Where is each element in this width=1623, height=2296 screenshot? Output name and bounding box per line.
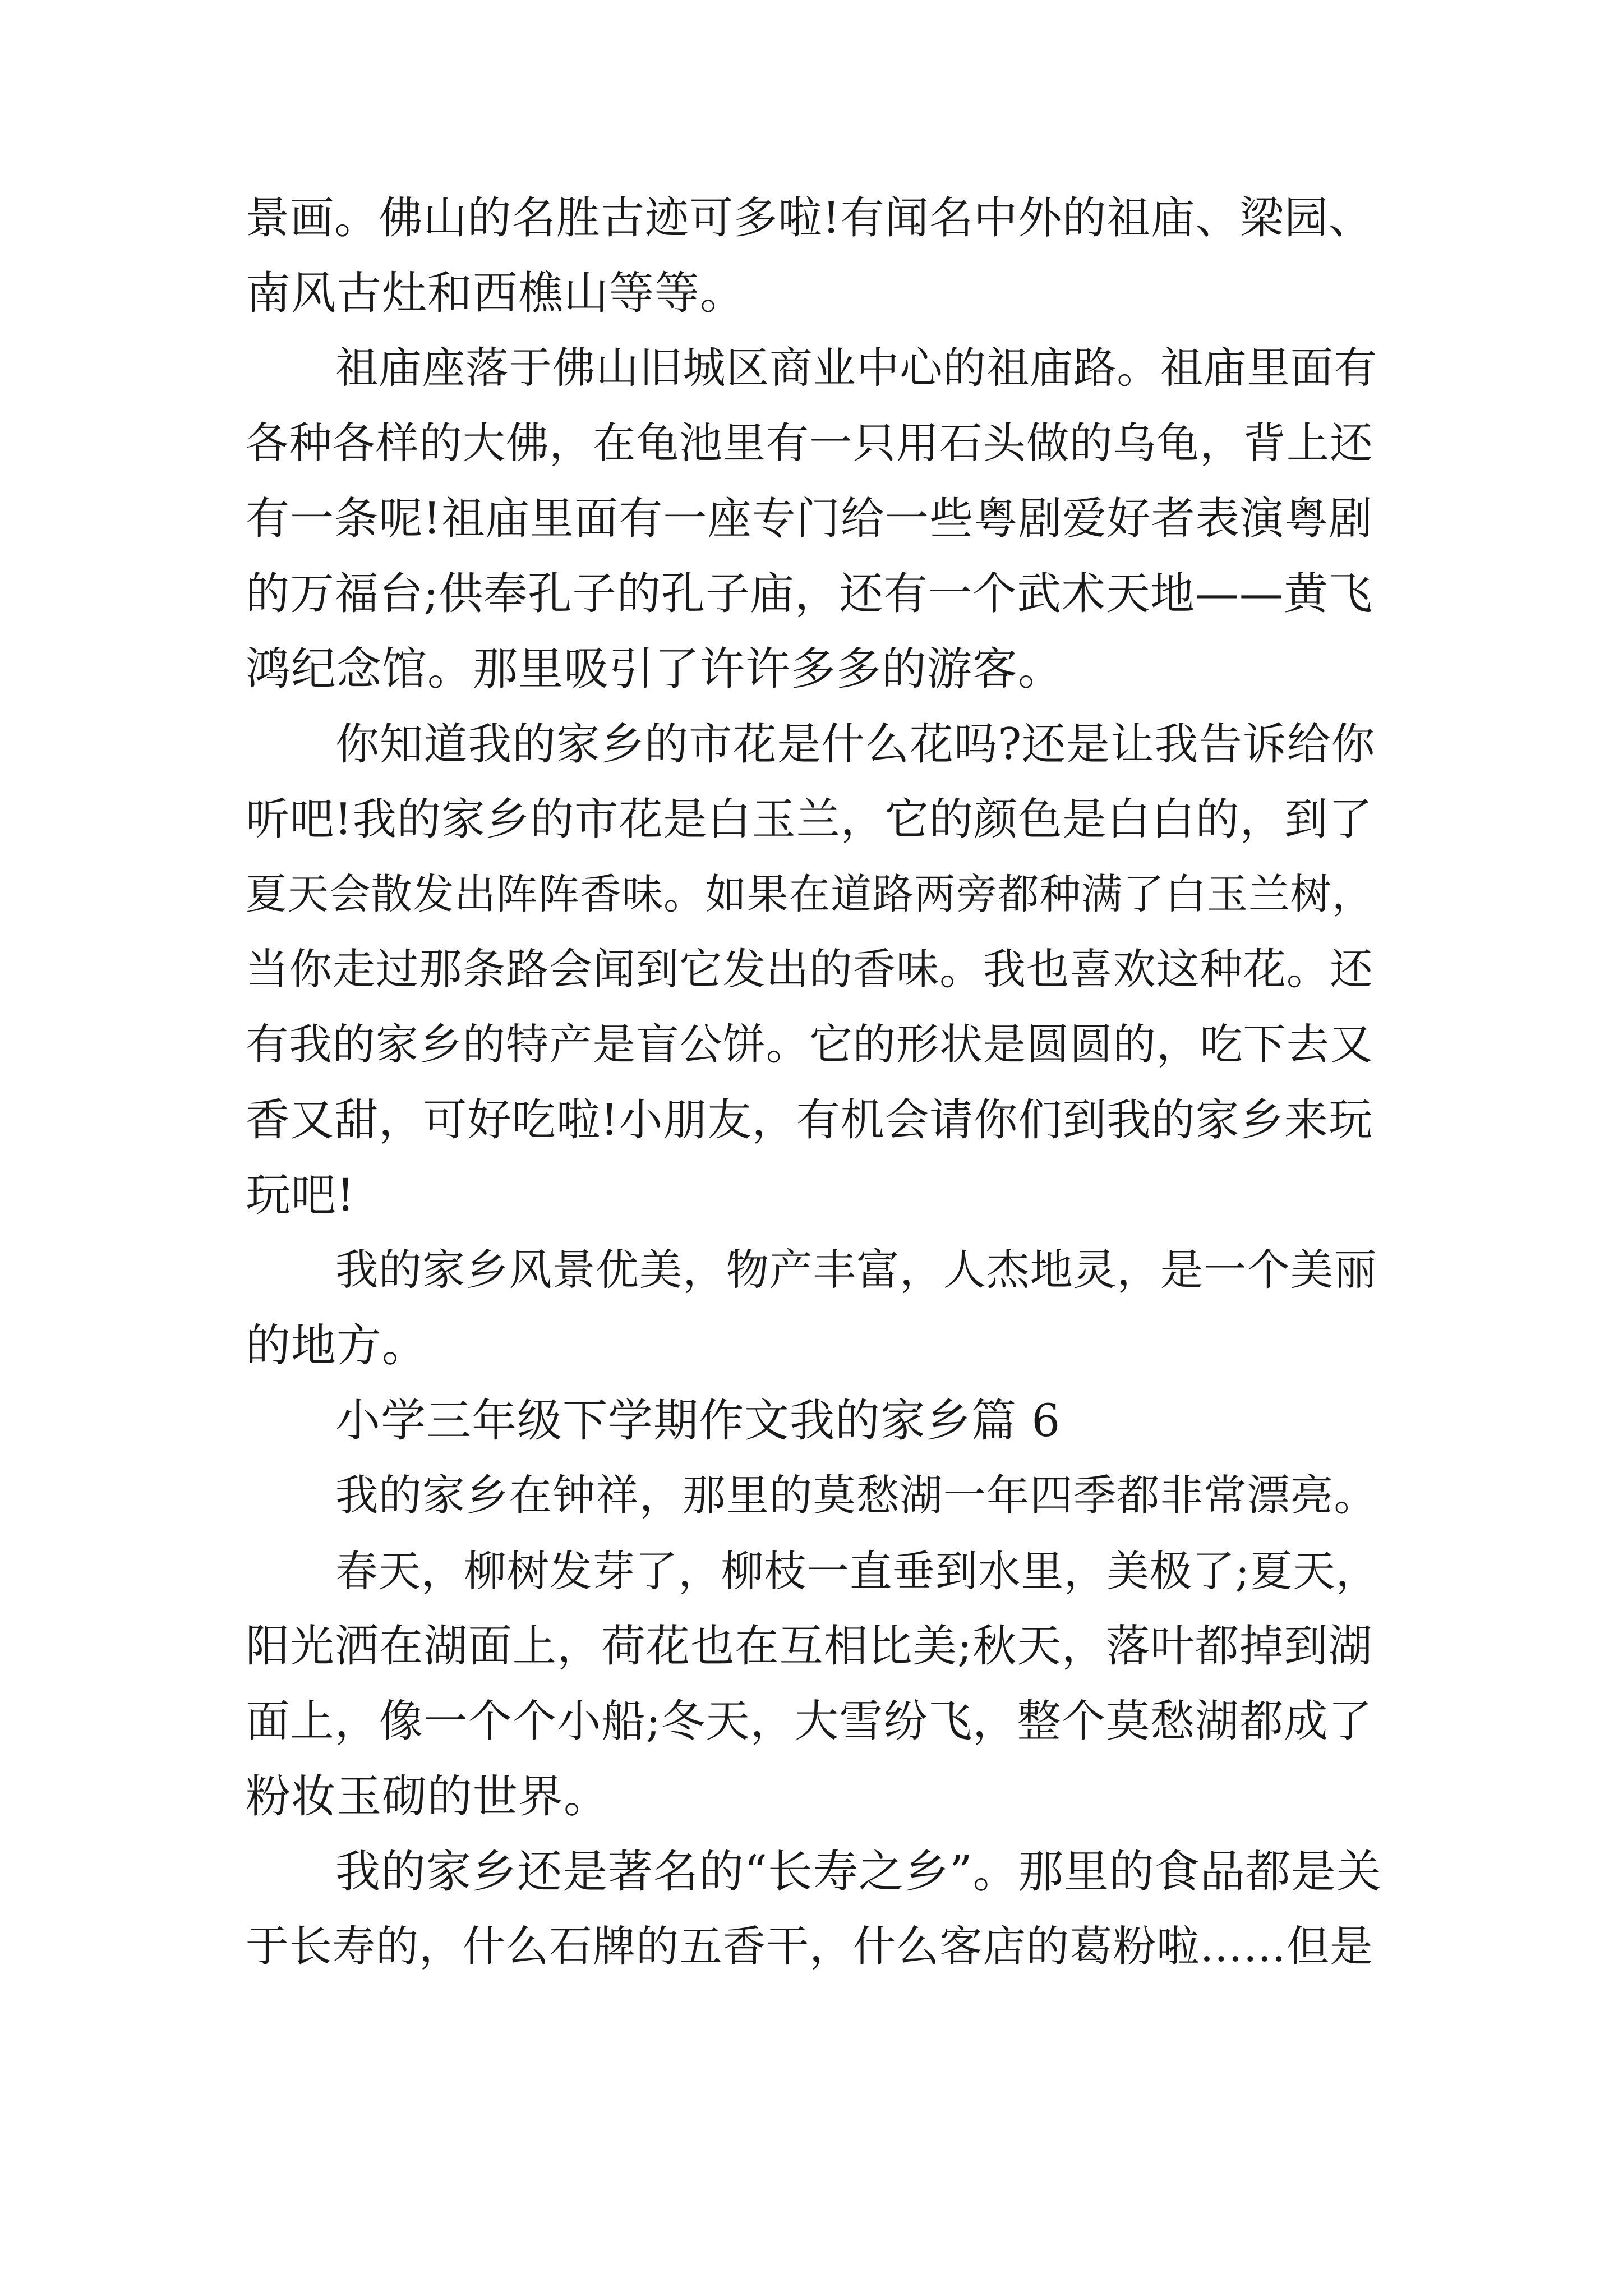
text-line: 各种各样的大佛，在龟池里有一只用石头做的乌龟，背上还: [246, 418, 1373, 468]
document-body: [246, 181, 1384, 1985]
text-line: 我的家乡在钟祥，那里的莫愁湖一年四季都非常漂亮。: [335, 1471, 1377, 1521]
text-line: 香又甜，可好吃啦!小朋友，有机会请你们到我的家乡来玩: [246, 1094, 1373, 1145]
text-line: 的地方。: [246, 1319, 427, 1372]
text-line: 阳光洒在湖面上，荷花也在互相比美;秋天，落叶都掉到湖: [246, 1621, 1373, 1672]
text-line: 祖庙座落于佛山旧城区商业中心的祖庙路。祖庙里面有: [335, 343, 1377, 393]
text-line: 鸿纪念馆。那里吸引了许许多多的游客。: [246, 643, 1063, 695]
text-line: 于长寿的，什么石牌的五香干，什么客店的葛粉啦……但是: [246, 1922, 1373, 1972]
text-line: 我的家乡风景优美，物产丰富，人杰地灵，是一个美丽: [335, 1245, 1377, 1295]
text-line: 有一条呢!祖庙里面有一座专门给一些粤剧爱好者表演粤剧: [246, 493, 1373, 544]
text-line: 粉妆玉砌的世界。: [246, 1770, 609, 1823]
text-line: 有我的家乡的特产是盲公饼。它的形状是圆圆的，吃下去又: [246, 1020, 1373, 1070]
text-line: 的万福台;供奉孔子的孔子庙，还有一个武术天地——黄飞: [246, 568, 1373, 619]
text-line: 春天，柳树发芽了，柳枝一直垂到水里，美极了;夏天，: [335, 1547, 1379, 1596]
section-heading: 小学三年级下学期作文我的家乡篇 6: [335, 1395, 1061, 1447]
text-line: 夏天会散发出阵阵香味。如果在道路两旁都种满了白玉兰树，: [246, 871, 1374, 918]
text-line: 你知道我的家乡的市花是什么花吗?还是让我告诉给你: [335, 719, 1376, 770]
text-line: 玩吧!: [246, 1169, 356, 1221]
text-line: 面上，像一个个小船;冬天，大雪纷飞，整个莫愁湖都成了: [246, 1696, 1373, 1747]
text-line: 听吧!我的家乡的市花是白玉兰，它的颜色是白白的，到了: [246, 794, 1373, 845]
text-line: 当你走过那条路会闻到它发出的香味。我也喜欢这种花。还: [246, 945, 1373, 995]
text-line: 景画。佛山的名胜古迹可多啦!有闻名中外的祖庙、梁园、: [246, 192, 1373, 243]
text-line: 南风古灶和西樵山等等。: [246, 267, 745, 319]
text-line: 我的家乡还是著名的“长寿之乡”。那里的食品都是关: [335, 1846, 1382, 1898]
